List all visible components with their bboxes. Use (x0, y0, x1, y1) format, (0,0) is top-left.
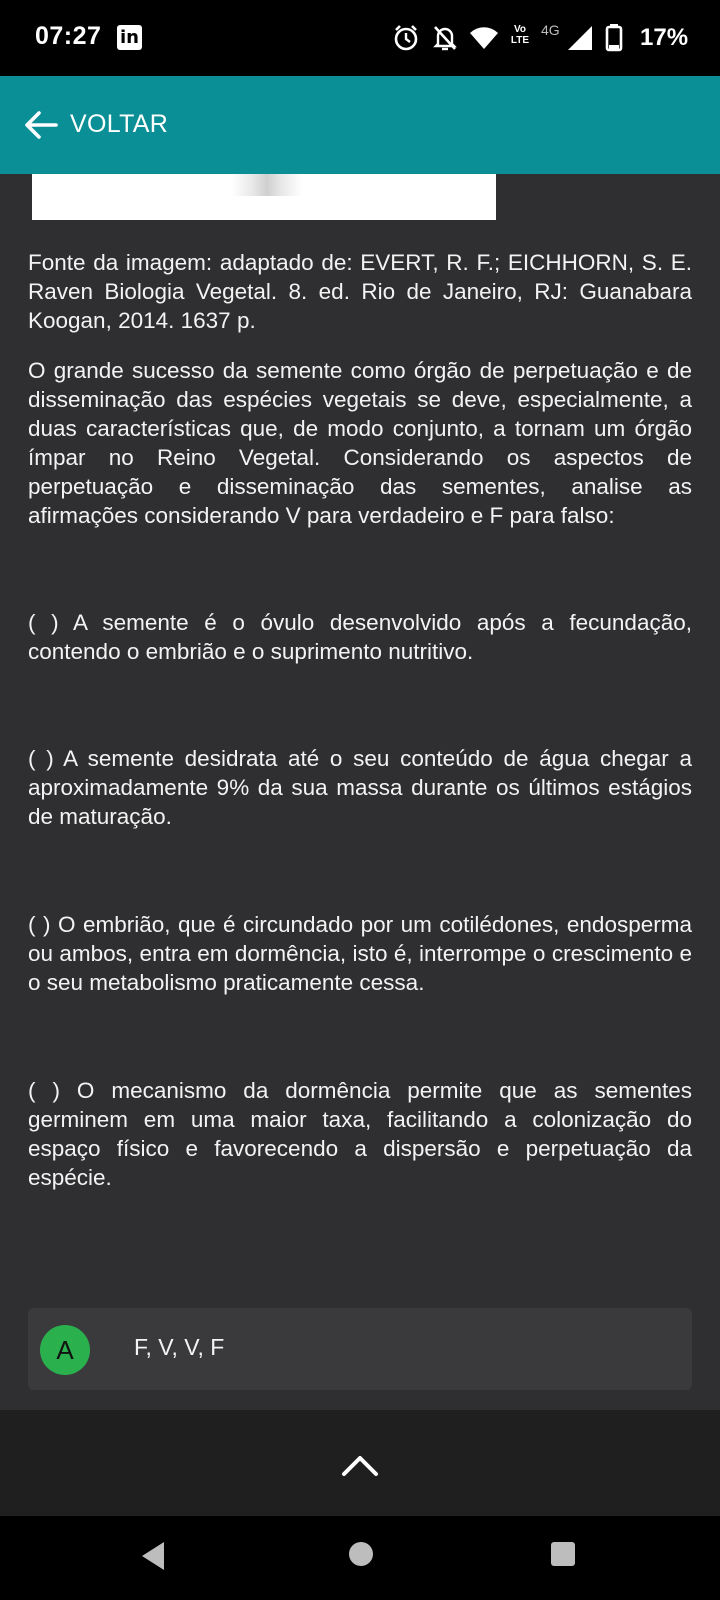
back-arrow-icon (24, 110, 58, 140)
alarm-icon (393, 24, 419, 52)
statement-1: ( ) A semente é o óvulo desenvolvido após a fecundação, contendo o embrião e o suprimento nutritivo. (28, 610, 692, 664)
back-button[interactable] (14, 96, 174, 154)
answer-letter: A (40, 1325, 90, 1375)
image-fragment (232, 174, 302, 196)
statement-3: ( ) O embrião, que é circundado por um cotilédones, endosperma ou ambos, entra em dormência, isto é, interrompe o crescimento e o seu metabolismo praticamente cessa. (28, 912, 692, 995)
network-type: 4G (541, 22, 560, 38)
answer-option-a[interactable] (28, 1308, 692, 1390)
question-text: O grande sucesso da semente como órgão de perpetuação e de disseminação das espécies vegetais se deve, especialmente, a duas características que, de modo conjunto, a tornam um órgão ímpar no Reino Vegetal. Considerando os aspectos de perpetuação e disseminação das sementes, analise as afirmações considerando V para verdadeiro e F para falso: (28, 358, 692, 528)
nav-recents-icon[interactable] (549, 1540, 577, 1568)
nav-back-icon[interactable] (138, 1540, 168, 1572)
image-source-text: Fonte da imagem: adaptado de: EVERT, R. F.; EICHHORN, S. E. Raven Biologia Vegetal. 8. ed. Rio de Janeiro, RJ: Guanabara Koogan, 2014. 1637 p. (28, 250, 692, 333)
statement-2: ( ) A semente desidrata até o seu conteúdo de água chegar a aproximadamente 9% da sua massa durante os últimos estágios de maturação. (28, 746, 692, 829)
back-label: VOLTAR (70, 110, 169, 138)
battery-icon (605, 24, 623, 52)
linkedin-icon: in (117, 25, 142, 50)
answer-text: F, V, V, F (134, 1334, 225, 1360)
volte-icon: Vo LTE (510, 24, 530, 46)
wifi-icon (469, 24, 499, 52)
status-bar (0, 0, 720, 76)
question-content[interactable] (0, 174, 720, 1410)
nav-home-icon[interactable] (347, 1540, 375, 1568)
question-image (32, 174, 496, 220)
battery-percent: 17% (640, 24, 689, 51)
chevron-up-icon[interactable] (340, 1450, 380, 1480)
bottom-panel (0, 1410, 720, 1516)
status-time: 07:27 (35, 22, 102, 50)
notifications-off-icon (432, 24, 458, 52)
system-navigation-bar (0, 1516, 720, 1600)
app-bar (0, 76, 720, 174)
cell-signal-icon (566, 24, 594, 52)
statement-4: ( ) O mecanismo da dormência permite que as sementes germinem em uma maior taxa, facilitando a colonização do espaço físico e favorecendo a dispersão e perpetuação da espécie. (28, 1078, 692, 1190)
